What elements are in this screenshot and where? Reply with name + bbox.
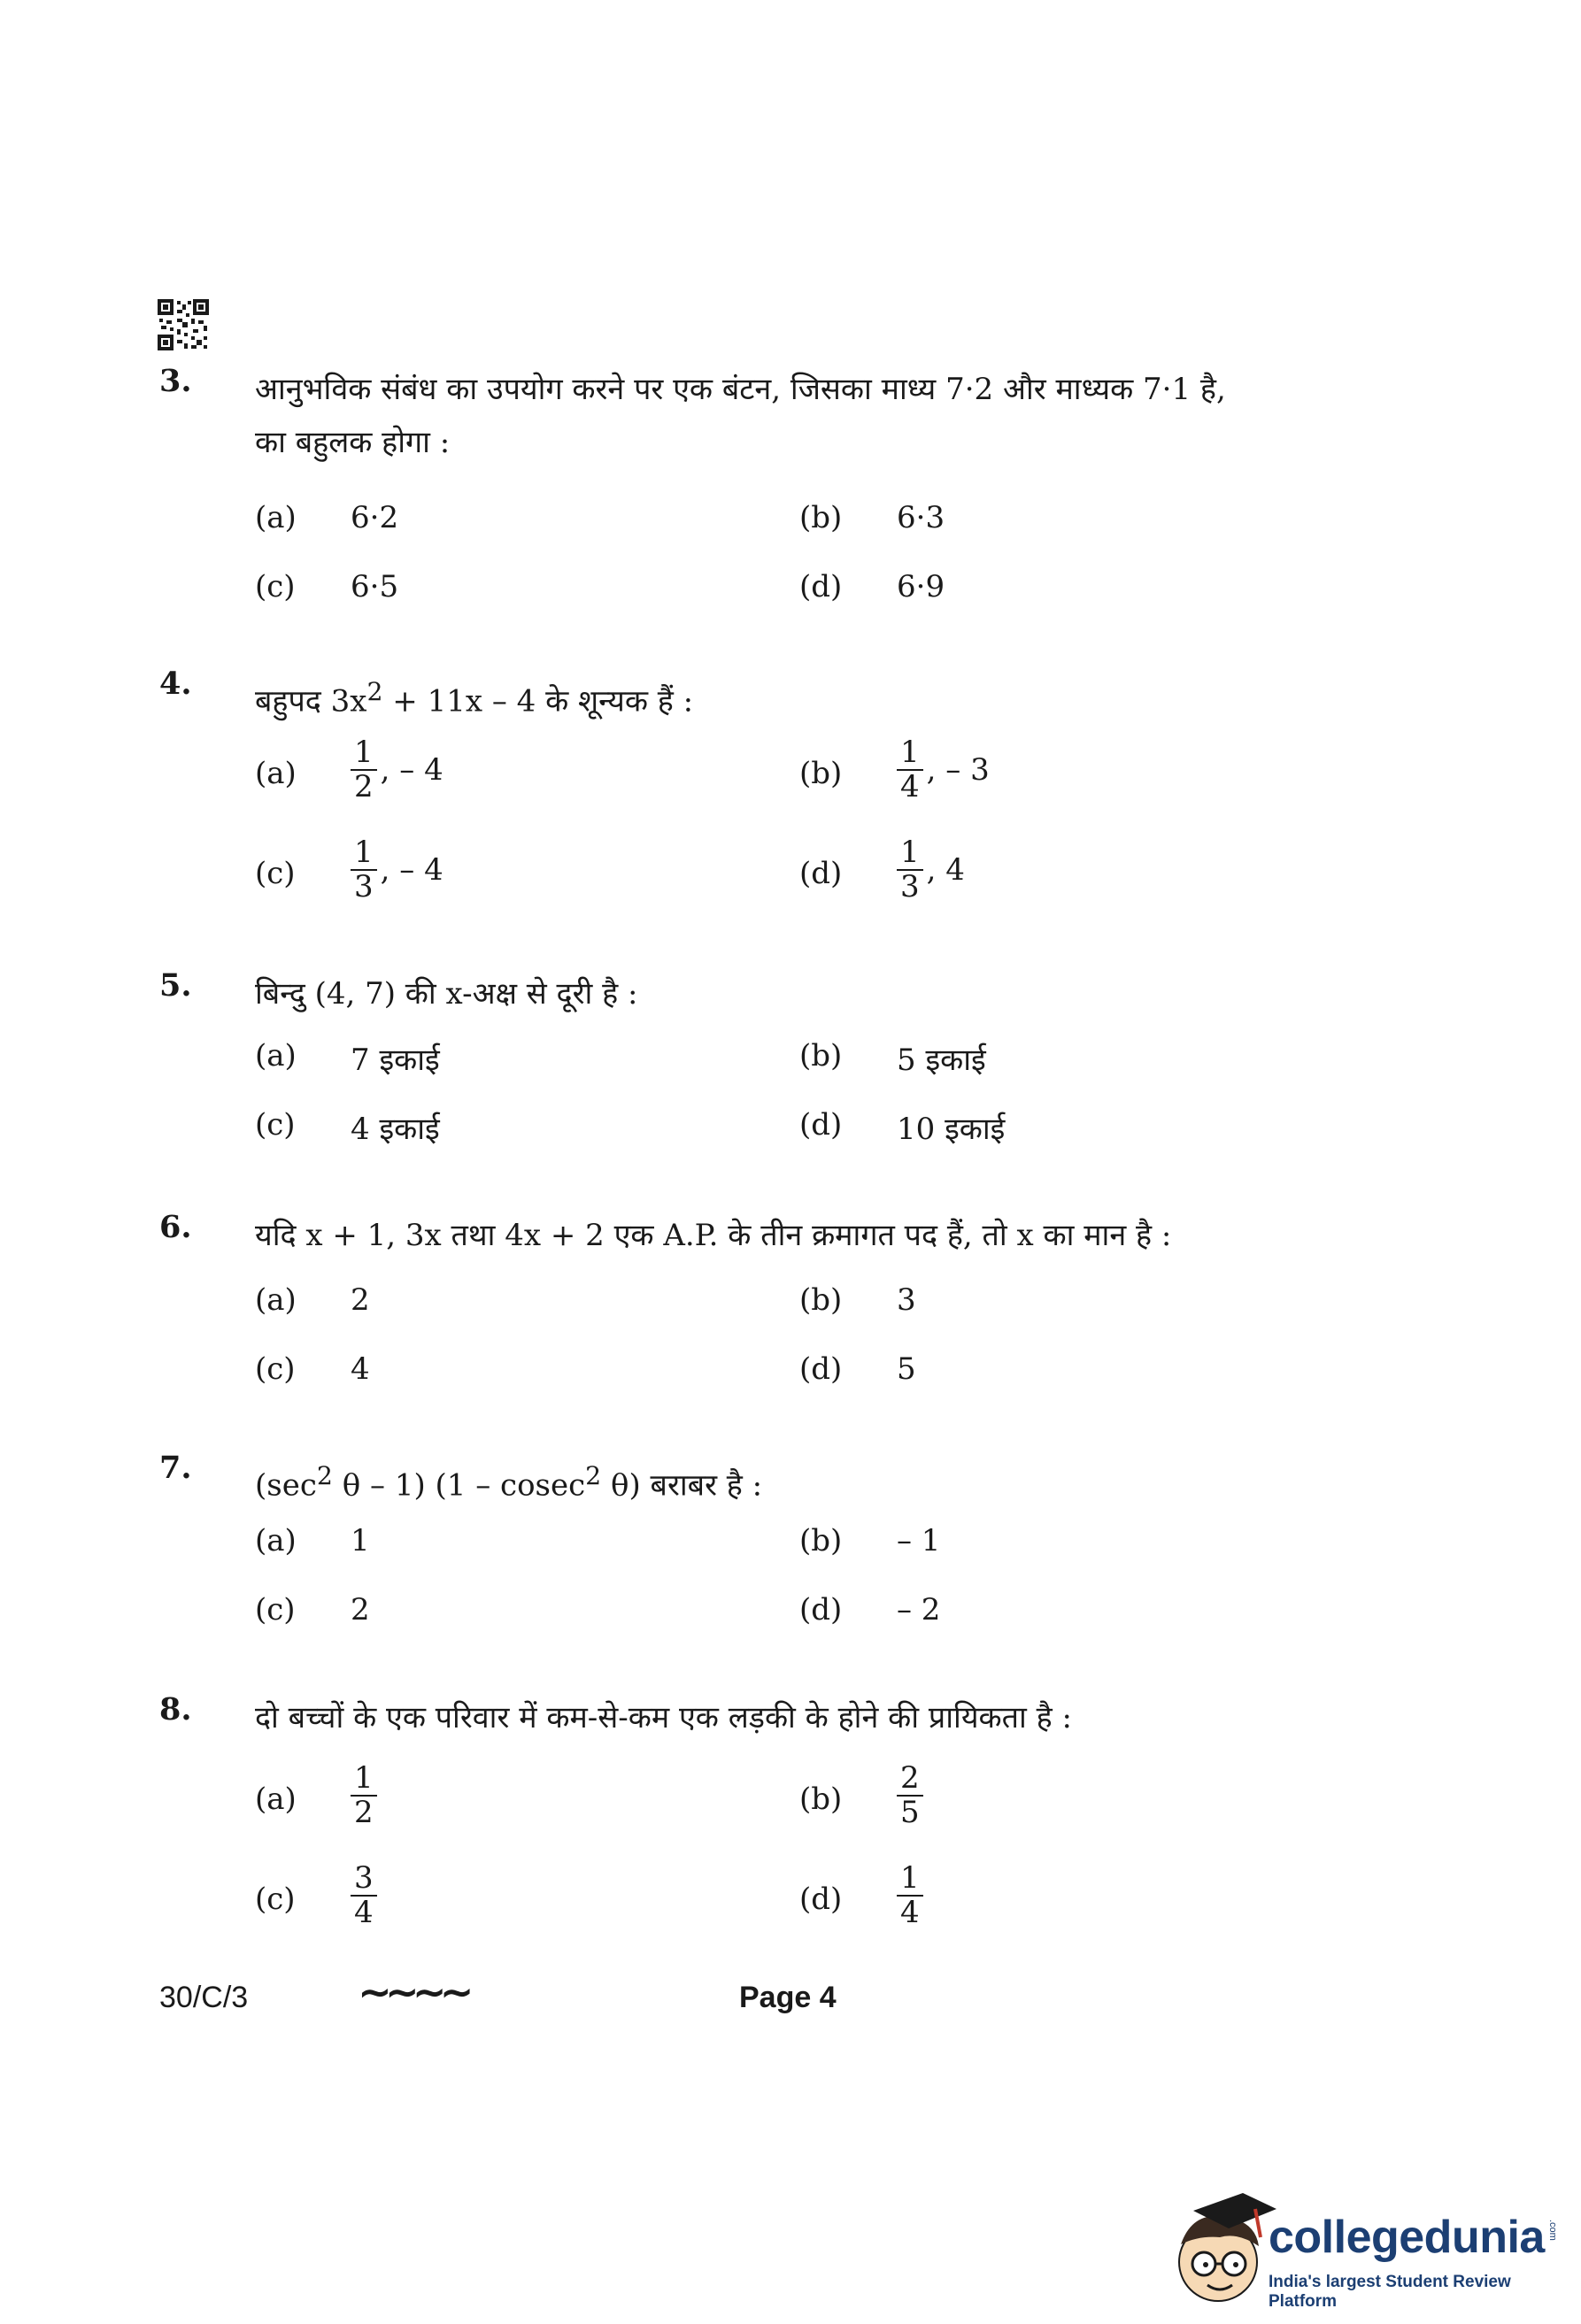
question-number: 8. [159, 1691, 192, 1728]
fraction: $\frac{1}{2}$ [351, 1762, 377, 1830]
fraction: $\frac{1}{3}$ [351, 836, 377, 904]
brand-logo-text: collegedunia [1269, 2212, 1545, 2263]
question-text: दो बच्चों के एक परिवार में कम-से-कम एक लड़की के होने की प्रायिकता है : [255, 1700, 1072, 1735]
page-number: Page 4 [739, 1981, 837, 2014]
fraction: $\frac{3}{4}$ [351, 1862, 377, 1930]
question-number: 5. [159, 967, 192, 1004]
fraction: $\frac{1}{2}$ [351, 736, 377, 804]
fraction: $\frac{2}{5}$ [897, 1762, 923, 1830]
question-text: आनुभविक संबंध का उपयोग करने पर एक बंटन, जिसका माध्य 7·2 और माध्यक 7·1 है, का बहुलक होगा : [255, 372, 1226, 460]
brand-logo-suffix: .com [1547, 2220, 1558, 2241]
fraction: $\frac{1}{4}$ [897, 1862, 923, 1930]
question-text: बिन्दु (4, 7) की x-अक्ष से दूरी है : [255, 976, 638, 1012]
question-number: 7. [159, 1450, 192, 1486]
question-number: 4. [159, 666, 192, 702]
question-text: बहुपद $3x^2 + 11x - 4$ के शून्यक हैं : [255, 677, 694, 720]
question-text: यदि x + 1, 3x तथा 4x + 2 एक A.P. के तीन क्रमागत पद हैं, तो x का मान है : [255, 1218, 1172, 1253]
question-number: 6. [159, 1209, 192, 1245]
brand-tagline: India's largest Student Review Platform [1269, 2273, 1511, 2311]
exam-page: 3. आनुभविक संबंध का उपयोग करने पर एक बंटन, जिसका माध्य 7·2 और माध्यक 7·1 है, का बहुलक होगा : (a) 6·2 (b) 6·3 (c) 6·5 (d) 6·9 4. बहुपद $3x^2 + 11x - 4$ के शून्यक हैं : (a) $\frac{1}{2}$ , – 4 (b) $\frac{1}{4}$ , – 3 (c) $\frac{1}{3}$ , – 4 (d) $\frac{1}{3}$ , 4 5. बिन्दु (4, 7) की x-अक्ष से दूरी है : (a) 7 इकाई (b) 5 इकाई (c) 4 इकाई (d) 10 इकाई 6. यदि x + 1, 3x तथा 4x + 2 एक A.P. के तीन क्रमागत पद हैं, तो x का मान है : (a) 2 (b) 3 (c) 4 (d) 5 7. ($\sec^2$ θ – 1) (1 – cosec$^2$ θ) बराबर है : (a) 1 (b) – 1 (c) 2 (d) – 2 8. दो बच्चों के एक परिवार में कम-से-कम एक लड़की के होने की प्रायिकता है : (a) $\frac{1}{2}$ (b) $\frac{2}{5}$ (c) $\frac{3}{4}$ (d) $\frac{1}{4}$ 30/C/3 ∼∼∼∼ Page 4 collegedunia .com India's largest Student Review Platform [0, 0, 1581, 2324]
fraction: $\frac{1}{3}$ [897, 836, 923, 904]
fraction: $\frac{1}{4}$ [897, 736, 923, 804]
wave-decoration: ∼∼∼∼ [359, 1971, 468, 2014]
question-text: ($\sec^2$ θ – 1) (1 – cosec$^2$ θ) बराबर है : [255, 1461, 763, 1504]
question-number: 3. [159, 363, 192, 399]
qr-code-icon [158, 299, 209, 350]
paper-code: 30/C/3 [159, 1981, 249, 2014]
